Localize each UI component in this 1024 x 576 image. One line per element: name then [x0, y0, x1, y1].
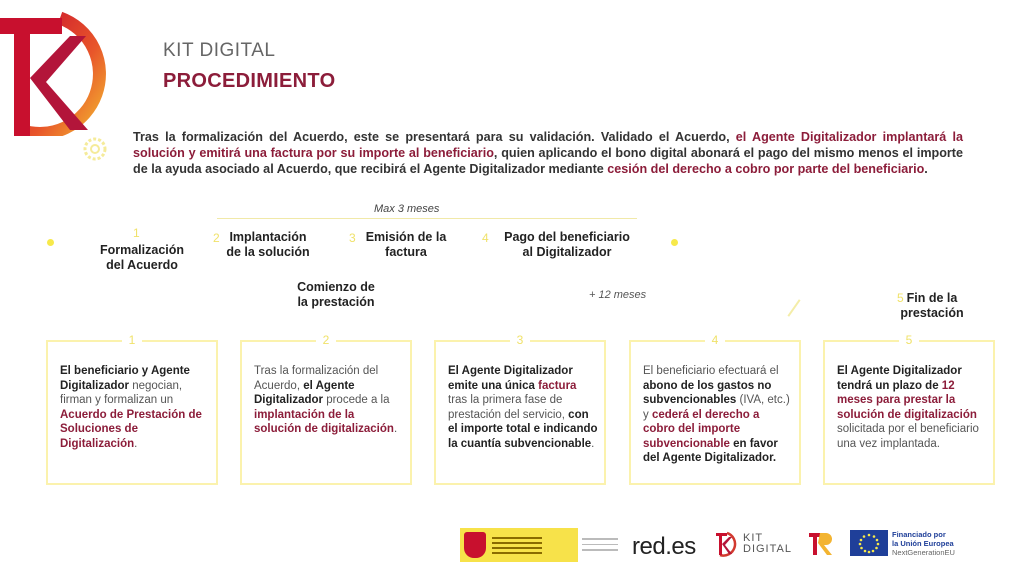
card-step-3 [434, 333, 606, 485]
step-fin [892, 291, 972, 321]
step-label: prestación [900, 306, 964, 320]
step-number: 1 [133, 226, 140, 240]
divider-slash [787, 299, 800, 317]
card-text [448, 364, 598, 451]
step-label: Formalización [99, 243, 185, 257]
kit-title: KIT DIGITAL [163, 40, 276, 61]
card-step-2 [240, 333, 412, 485]
card-text-segment: El beneficiario efectuará el [643, 365, 779, 377]
gobierno-espana-logo [460, 528, 578, 562]
kit-digital-small-text [743, 533, 792, 555]
kit-digital-small-logo [716, 531, 740, 557]
step-label: la prestación [297, 295, 375, 309]
intro-paragraph [133, 129, 963, 177]
step-label: factura [385, 245, 427, 259]
eu-funding-text [892, 530, 955, 557]
card-text-segment: con el importe total e indicando la cuantía subvencionable [448, 408, 598, 450]
max-duration-label: Max 3 meses [374, 203, 440, 215]
card-step-5 [823, 333, 995, 485]
redes-logo: red.es [632, 533, 696, 560]
gear-icon [80, 134, 110, 164]
card-step-1 [46, 333, 218, 485]
card-text-segment: factura [538, 379, 577, 392]
card-text-segment: El Agente Digitalizador emite una única [448, 365, 573, 392]
step-emision [356, 230, 456, 260]
step-number: 3 [349, 231, 356, 245]
step-implantacion [218, 230, 318, 260]
eu-flag-icon [850, 530, 888, 556]
step-label: Comienzo de [297, 280, 375, 294]
step-number: 4 [482, 231, 489, 245]
coat-of-arms-icon [464, 532, 486, 558]
card-number: 1 [122, 333, 142, 347]
card-text-segment: negocian, firman y formalizan un [60, 379, 183, 406]
duration-line [217, 218, 637, 219]
card-text-segment: en favor del Agente Digitalizador. [643, 437, 778, 464]
card-text-segment: cederá el derecho a cobro del importe subvencionable [643, 408, 760, 450]
step-label: de la solución [226, 245, 310, 259]
page-title: PROCEDIMIENTO [163, 70, 336, 92]
step-formalizacion [92, 243, 192, 273]
intro-highlight: el Agente Digitalizador implantará la solución y emitirá una factura por su importe al beneficiario [133, 130, 963, 160]
intro-text: , quien aplicando el bono digital abonará el pago del mismo menos el importe de la ayuda asociado al Acuerdo, que recibirá el Agente Digitalizador mediante [133, 146, 963, 176]
card-text-segment: procede a la [323, 394, 390, 406]
card-text-segment: implantación de la solución de digitalización [254, 408, 394, 435]
step-number: 2 [213, 231, 220, 245]
card-text-segment: solicitada por el beneficiario una vez implantada. [837, 423, 979, 450]
step-label: al Digitalizador [522, 245, 612, 259]
card-number: 2 [316, 333, 336, 347]
timeline-dot [671, 239, 678, 246]
step-label: Pago del beneficiario [504, 230, 630, 244]
card-number: 4 [705, 333, 725, 347]
kit-label: KIT [743, 532, 764, 544]
card-number: 3 [510, 333, 530, 347]
card-text-segment: . [393, 423, 398, 435]
step-label: Implantación [229, 230, 307, 244]
step-pago [494, 230, 640, 260]
card-text-segment: Tras la formalización del Acuerdo, [254, 365, 379, 392]
card-step-4 [629, 333, 801, 485]
kit-digital-logo [0, 6, 130, 136]
step-label: Fin de la [906, 291, 958, 305]
extra-duration-label: + 12 meses [589, 289, 647, 301]
card-text-segment: (IVA, etc.) y [643, 394, 790, 421]
card-text [254, 364, 404, 437]
intro-text: Tras la formalización del Acuerdo, este se presentará para su validación. Validado el Acuerdo, [133, 130, 736, 144]
intro-highlight: cesión del derecho a cobro por parte del beneficiario [607, 162, 925, 176]
card-text-segment: El Agente Digitalizador tendrá un plazo de [837, 365, 962, 392]
eu-line: NextGenerationEU [892, 548, 955, 557]
ministry-small-text [582, 528, 622, 562]
timeline-dot [47, 239, 54, 246]
step-label: del Acuerdo [106, 258, 178, 272]
card-text-segment: El beneficiario y Agente Digitalizador [60, 365, 190, 392]
step-label: Emisión de la [365, 230, 447, 244]
card-text-segment: 12 meses para prestar la solución de digitalización [837, 379, 977, 421]
card-text-segment: tras la primera fase de prestación del servicio, [448, 394, 569, 421]
card-text-segment: . [134, 437, 138, 450]
step-comienzo [286, 280, 386, 310]
card-text-segment: el Agente Digitalizador [254, 379, 355, 406]
card-text-segment: . [591, 437, 595, 450]
ministry-text-lines [492, 534, 542, 557]
eu-line: la Unión Europea [892, 539, 954, 548]
eu-line: Financiado por [892, 530, 946, 539]
intro-text: . [924, 162, 928, 176]
plan-recuperacion-logo [808, 531, 834, 557]
step-number: 5 [897, 291, 904, 305]
card-text [60, 364, 210, 451]
card-text [837, 364, 987, 451]
card-text [643, 364, 793, 466]
card-number: 5 [899, 333, 919, 347]
card-text-segment: abono de los gastos no subvencionables [643, 379, 772, 406]
digital-label: DIGITAL [743, 543, 792, 555]
card-text-segment: Acuerdo de Prestación de Soluciones de Digitalización [60, 408, 202, 450]
